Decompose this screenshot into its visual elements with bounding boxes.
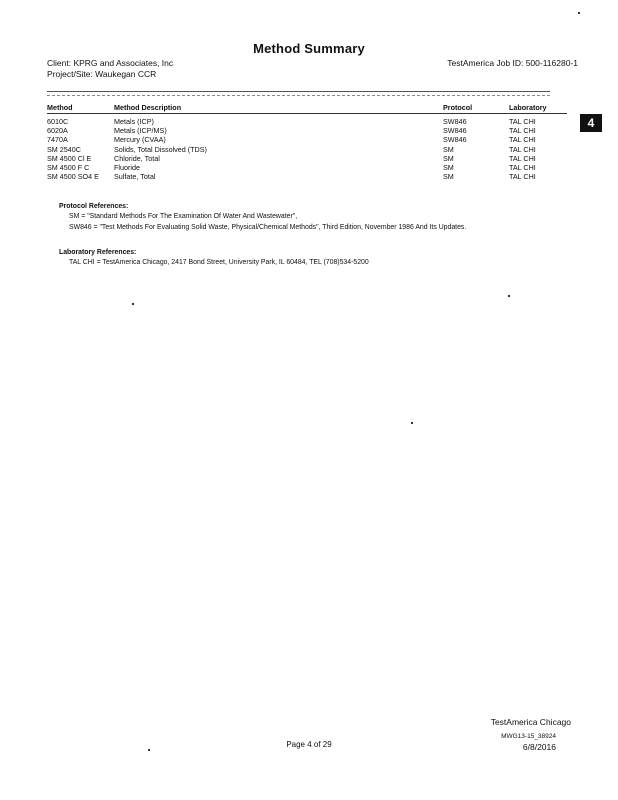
header-rule	[47, 91, 550, 92]
cell-laboratory: TAL CHI	[509, 162, 536, 172]
laboratory-references	[59, 248, 369, 267]
report-date: 6/8/2016	[522, 742, 556, 752]
scan-speck	[508, 295, 510, 297]
cell-method: 6020A	[47, 126, 68, 136]
table-row	[47, 172, 567, 181]
header-method: Method	[47, 103, 73, 112]
laboratory-references-heading: Laboratory References:	[59, 249, 137, 256]
cell-description: Mercury (CVAA)	[114, 135, 166, 145]
cell-laboratory: TAL CHI	[509, 135, 536, 145]
cell-laboratory: TAL CHI	[509, 144, 536, 154]
cell-protocol: SW846	[443, 126, 467, 136]
cell-protocol: SW846	[443, 135, 467, 145]
scan-speck	[411, 422, 413, 424]
section-tab[interactable]: 4	[580, 114, 602, 132]
cell-description: Sulfate, Total	[114, 172, 156, 182]
table-row	[47, 163, 567, 172]
protocol-references-heading: Protocol References:	[59, 203, 129, 210]
cell-method: SM 2540C	[47, 144, 81, 154]
cell-description: Fluoride	[114, 162, 140, 172]
client-name: Client: KPRG and Associates, Inc	[47, 58, 174, 68]
cell-protocol: SM	[443, 144, 454, 154]
header-method-description: Method Description	[114, 103, 182, 112]
protocol-reference-item: SM = "Standard Methods For The Examination Of Water And Wastewater",	[69, 212, 298, 220]
header-laboratory: Laboratory	[509, 103, 547, 112]
header-rule-dashed	[47, 95, 550, 96]
cell-laboratory: TAL CHI	[509, 117, 536, 126]
page-number: Page 4 of 29	[286, 740, 332, 749]
laboratory-reference-item: TAL CHI = TestAmerica Chicago, 2417 Bond Street, University Park, IL 60484, TEL (708)534-5200	[69, 258, 369, 266]
cell-protocol: SM	[443, 162, 454, 172]
protocol-references	[59, 202, 466, 233]
cell-description: Chloride, Total	[114, 153, 160, 163]
job-id: TestAmerica Job ID: 500-116280-1	[447, 58, 578, 68]
table-row	[47, 126, 567, 135]
scan-speck	[148, 749, 150, 751]
project-site: Project/Site: Waukegan CCR	[47, 69, 157, 79]
scan-speck	[132, 303, 134, 305]
page-title: Method Summary	[253, 41, 365, 56]
cell-laboratory: TAL CHI	[509, 126, 536, 136]
method-table	[47, 103, 567, 181]
header-protocol: Protocol	[443, 103, 473, 112]
footer-lab-name: TestAmerica Chicago	[490, 717, 571, 727]
cell-description: Solids, Total Dissolved (TDS)	[114, 144, 207, 154]
cell-method: SM 4500 F C	[47, 162, 90, 172]
cell-protocol: SM	[443, 153, 454, 163]
table-header-row	[47, 103, 567, 114]
table-row	[47, 117, 567, 126]
table-row	[47, 145, 567, 154]
cell-method: 7470A	[47, 135, 68, 145]
cell-method: SM 4500 SO4 E	[47, 172, 99, 182]
document-code: MWG13-15_38924	[501, 733, 556, 740]
cell-description: Metals (ICP/MS)	[114, 126, 167, 136]
cell-method: 6010C	[47, 117, 69, 126]
table-row	[47, 154, 567, 163]
scan-speck	[578, 12, 580, 14]
cell-protocol: SM	[443, 172, 454, 182]
table-row	[47, 135, 567, 144]
cell-method: SM 4500 Cl E	[47, 153, 92, 163]
cell-protocol: SW846	[443, 117, 467, 126]
cell-description: Metals (ICP)	[114, 117, 154, 126]
protocol-reference-item: SW846 = "Test Methods For Evaluating Solid Waste, Physical/Chemical Methods", Third Edition, November 1986 And Its Updates.	[69, 224, 467, 231]
cell-laboratory: TAL CHI	[509, 172, 536, 182]
cell-laboratory: TAL CHI	[509, 153, 536, 163]
